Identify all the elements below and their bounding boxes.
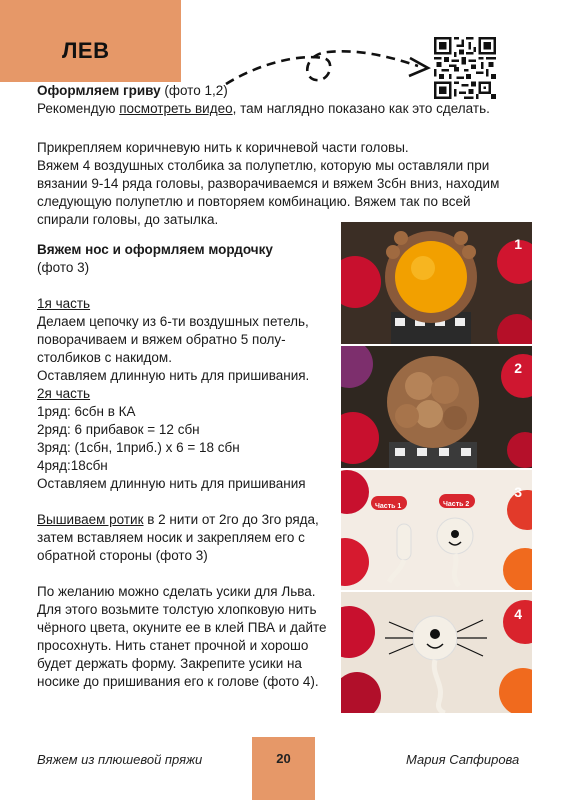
label-part-2: Часть 2 xyxy=(443,501,470,508)
nose-heading: Вяжем нос и оформляем мордочку xyxy=(37,242,273,257)
photo-2 xyxy=(341,346,532,468)
whisker-line: будет держать форму. Закрепите усики на xyxy=(37,656,302,671)
photo-4-image xyxy=(341,592,532,713)
mane-text-line: Вяжем 4 воздушных столбика за полупетлю, которую мы оставляли при xyxy=(37,158,490,173)
mane-heading xyxy=(37,82,228,99)
part2-line: 1ряд: 6сбн в КА xyxy=(37,404,136,419)
part1-title: 1я часть xyxy=(37,296,91,311)
dashed-arrow-icon xyxy=(218,36,438,106)
page-title: ЛЕВ xyxy=(62,38,110,63)
part2-line: Оставляем длинную нить для пришивания xyxy=(37,476,306,491)
photo-3-image xyxy=(341,470,532,590)
part1-line: Делаем цепочку из 6-ти воздушных петель, xyxy=(37,314,309,329)
recommend-post: , там наглядно показано как это сделать. xyxy=(232,101,490,116)
mouth-line xyxy=(37,511,319,528)
part2-line: 4ряд:18сбн xyxy=(37,458,108,473)
photo-number: 1 xyxy=(514,236,522,252)
page-number-box xyxy=(252,737,315,800)
whisker-line: Для этого возьмите толстую хлопковую нить xyxy=(37,602,317,617)
part1-line: Оставляем длинную нить для пришивания. xyxy=(37,368,310,383)
mane-text-line: вязании 9-14 ряда головы, разворачиваемся и вяжем 3сбн вниз, находим xyxy=(37,176,500,191)
whisker-line: По желанию можно сделать усики для Льва. xyxy=(37,584,316,599)
photo-1-image xyxy=(341,222,532,344)
photo-number: 3 xyxy=(514,484,522,500)
photo-2-image xyxy=(341,346,532,468)
mane-heading-rest: (фото 1,2) xyxy=(160,83,228,98)
whisker-line: просохнуть. Нить станет прочной и хорошо xyxy=(37,638,309,653)
page-number: 20 xyxy=(276,751,291,766)
part2-title: 2я часть xyxy=(37,386,91,401)
mouth-link: Вышиваем ротик xyxy=(37,512,144,527)
label-part-1: Часть 1 xyxy=(375,503,402,510)
part1-line: поворачиваем и вяжем обратно 5 полу- xyxy=(37,332,286,347)
mouth-line: затем вставляем носик и закрепляем его с xyxy=(37,530,305,545)
whisker-line: носике до пришивания его к голове (фото 4). xyxy=(37,674,319,689)
video-link[interactable]: посмотреть видео xyxy=(119,101,233,116)
mane-heading-bold: Оформляем гриву xyxy=(37,83,161,98)
photo-number: 4 xyxy=(514,606,522,622)
mane-text-line: Прикрепляем коричневую нить к коричневой части головы. xyxy=(37,140,409,155)
mane-text-line: спирали головы, до затылка. xyxy=(37,212,219,227)
recommend-pre: Рекомендую xyxy=(37,101,120,116)
part2-line: 3ряд: (1сбн, 1приб.) х 6 = 18 сбн xyxy=(37,440,240,455)
recommend-line xyxy=(37,100,490,117)
qr-code[interactable] xyxy=(434,37,496,99)
part1-line: столбиков с накидом. xyxy=(37,350,172,365)
mouth-line: обратной стороны (фото 3) xyxy=(37,548,208,563)
photo-3 xyxy=(341,470,532,590)
photo-strip xyxy=(341,222,532,713)
footer-left-text: Вяжем из плюшевой пряжи xyxy=(37,752,203,767)
part2-line: 2ряд: 6 прибавок = 12 сбн xyxy=(37,422,200,437)
footer-author: Мария Сапфирова xyxy=(406,752,520,767)
mane-text-line: следующую полупетлю и повторяем комбинацию. Вяжем так по всей xyxy=(37,194,471,209)
photo-1 xyxy=(341,222,532,344)
whisker-line: чёрного цвета, окуните ее в клей ПВА и дайте xyxy=(37,620,327,635)
mouth-line-rest: в 2 нити от 2го до 3го ряда, xyxy=(143,512,319,527)
photo-number: 2 xyxy=(514,360,522,376)
photo-4 xyxy=(341,592,532,713)
nose-heading-sub: (фото 3) xyxy=(37,260,90,275)
